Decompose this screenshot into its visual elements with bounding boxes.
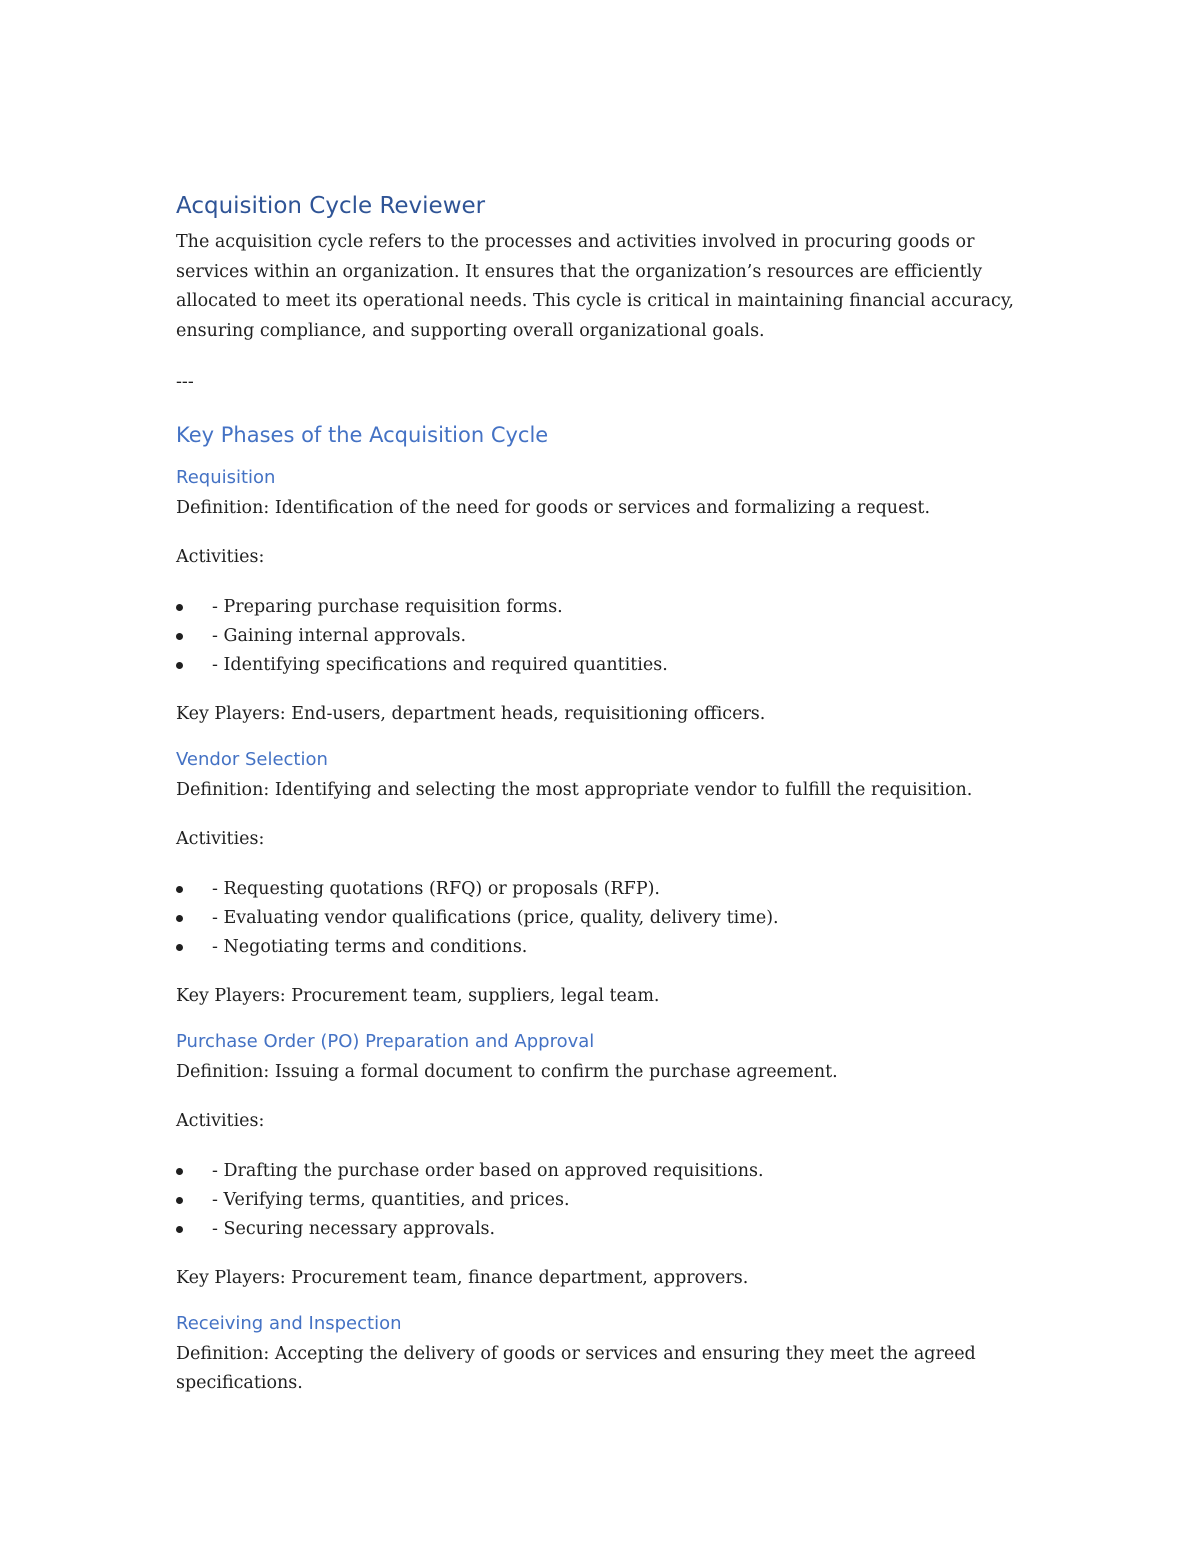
document-content [176, 190, 1036, 1399]
phases-heading: Key Phases of the Acquisition Cycle [176, 422, 549, 447]
list-item [176, 1186, 1036, 1215]
bullet-icon [176, 1168, 183, 1175]
section-heading: Purchase Order (PO) Preparation and Approval [176, 1030, 595, 1052]
list-item [176, 1157, 1036, 1186]
list-item-text: - Gaining internal approvals. [212, 625, 467, 646]
activities-list [176, 593, 1036, 681]
intro-paragraph: The acquisition cycle refers to the processes and activities involved in procuring goods or services within an organization. It ensures that the organization’s resources are efficiently allocated to meet its operational needs. This cycle is critical in maintaining financial accuracy, ensuring compliance, and supporting overall organizational goals. [176, 232, 1014, 341]
activities-label: Activities: [176, 829, 265, 850]
list-item-text: - Identifying specifications and required quantities. [212, 654, 668, 675]
section-requisition [176, 464, 1036, 730]
list-item [176, 904, 1036, 933]
key-players: Key Players: Procurement team, finance department, approvers. [176, 1268, 749, 1289]
key-players: Key Players: End-users, department heads, requisitioning officers. [176, 704, 766, 725]
list-item [176, 622, 1036, 651]
activities-label: Activities: [176, 547, 265, 567]
list-item-text: - Evaluating vendor qualifications (price, quality, delivery time). [212, 907, 779, 928]
list-item [176, 933, 1036, 962]
list-item [176, 593, 1036, 622]
section-definition: Definition: Identifying and selecting the most appropriate vendor to fulfill the requisition. [176, 779, 973, 800]
list-item-text: - Preparing purchase requisition forms. [212, 596, 563, 617]
document-title: Acquisition Cycle Reviewer [176, 193, 486, 219]
bullet-icon [176, 662, 183, 669]
key-players: Key Players: Procurement team, suppliers, legal team. [176, 986, 660, 1007]
list-item-text: - Negotiating terms and conditions. [212, 937, 528, 958]
bullet-icon [176, 1197, 183, 1204]
activities-list [176, 875, 1036, 963]
list-item [176, 1215, 1036, 1244]
bullet-icon [176, 944, 183, 951]
activities-list [176, 1157, 1036, 1245]
list-item-text: - Drafting the purchase order based on approved requisitions. [212, 1160, 764, 1181]
list-item-text: - Verifying terms, quantities, and prices. [212, 1189, 570, 1210]
section-definition: Definition: Issuing a formal document to confirm the purchase agreement. [176, 1061, 838, 1082]
section-heading: Vendor Selection [176, 748, 328, 770]
bullet-icon [176, 1226, 183, 1233]
list-item-text: - Securing necessary approvals. [212, 1219, 496, 1240]
list-item-text: - Requesting quotations (RFQ) or proposals (RFP). [212, 878, 660, 899]
activities-label: Activities: [176, 1111, 265, 1132]
section-definition: Definition: Identification of the need for goods or services and formalizing a request. [176, 497, 931, 518]
bullet-icon [176, 633, 183, 640]
section-definition: Definition: Accepting the delivery of goods or services and ensuring they meet the agreed specifications. [176, 1343, 976, 1394]
list-item [176, 651, 1036, 680]
section-receiving-inspection [176, 1310, 1036, 1399]
section-heading: Requisition [176, 466, 276, 488]
section-heading: Receiving and Inspection [176, 1312, 402, 1334]
section-po-preparation [176, 1028, 1036, 1294]
list-item [176, 875, 1036, 904]
separator-line: --- [176, 372, 194, 392]
bullet-icon [176, 915, 183, 922]
bullet-icon [176, 886, 183, 893]
bullet-icon [176, 604, 183, 611]
section-vendor-selection [176, 746, 1036, 1012]
